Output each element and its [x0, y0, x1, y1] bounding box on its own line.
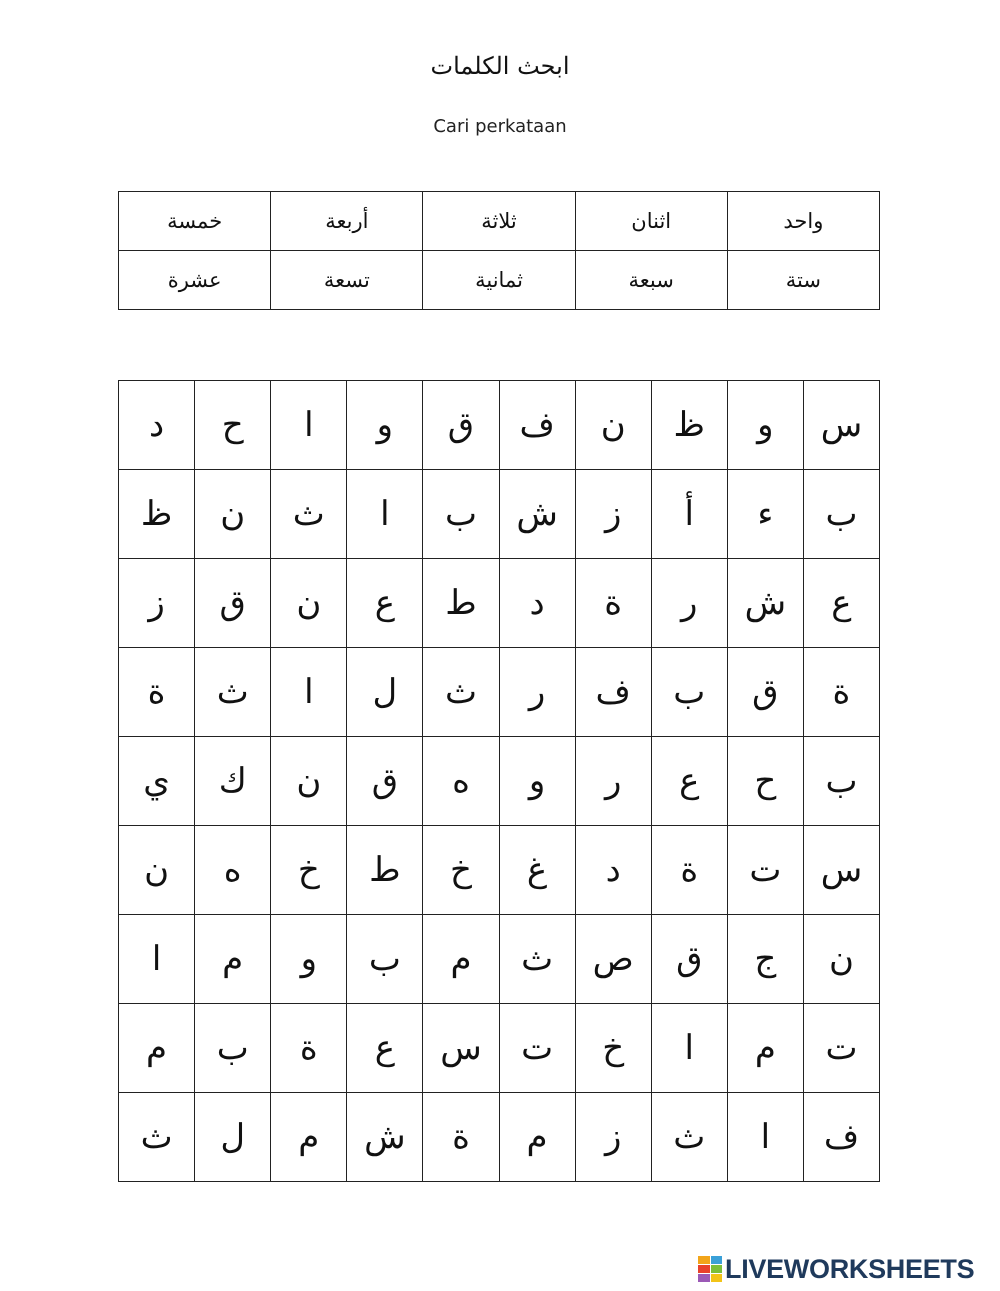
word-cell: ثلاثة — [423, 192, 575, 251]
grid-letter-cell[interactable]: ن — [271, 737, 347, 826]
word-cell: خمسة — [119, 192, 271, 251]
grid-letter-cell[interactable]: ب — [803, 737, 879, 826]
grid-letter-cell[interactable]: و — [271, 915, 347, 1004]
grid-letter-cell[interactable]: م — [271, 1093, 347, 1182]
grid-letter-cell[interactable]: م — [499, 1093, 575, 1182]
grid-letter-cell[interactable]: ع — [347, 559, 423, 648]
grid-letter-cell[interactable]: ل — [195, 1093, 271, 1182]
logo-square — [698, 1265, 710, 1273]
word-list-table — [118, 191, 880, 310]
word-list-row — [119, 251, 880, 310]
logo-square — [711, 1265, 723, 1273]
grid-letter-cell[interactable]: ن — [119, 826, 195, 915]
word-cell: ثمانية — [423, 251, 575, 310]
grid-row — [119, 826, 880, 915]
grid-letter-cell[interactable]: ن — [803, 915, 879, 1004]
grid-letter-cell[interactable]: س — [423, 1004, 499, 1093]
grid-letter-cell[interactable]: ر — [651, 559, 727, 648]
grid-row — [119, 1004, 880, 1093]
word-cell: سبعة — [575, 251, 727, 310]
grid-letter-cell[interactable]: ث — [651, 1093, 727, 1182]
grid-letter-cell[interactable]: خ — [423, 826, 499, 915]
word-cell: تسعة — [271, 251, 423, 310]
logo-square — [698, 1256, 710, 1264]
grid-letter-cell[interactable]: س — [803, 826, 879, 915]
grid-letter-cell[interactable]: ط — [423, 559, 499, 648]
grid-letter-cell[interactable]: ر — [575, 737, 651, 826]
grid-letter-cell[interactable]: ز — [119, 559, 195, 648]
grid-letter-cell[interactable]: ا — [651, 1004, 727, 1093]
grid-letter-cell[interactable]: ة — [119, 648, 195, 737]
grid-letter-cell[interactable]: و — [347, 381, 423, 470]
brand-name: LIVEWORKSHEETS — [725, 1253, 975, 1284]
grid-letter-cell[interactable]: ا — [271, 648, 347, 737]
word-search-grid — [118, 380, 880, 1182]
grid-letter-cell[interactable]: ا — [727, 1093, 803, 1182]
grid-letter-cell[interactable]: م — [423, 915, 499, 1004]
grid-letter-cell[interactable]: ت — [803, 1004, 879, 1093]
grid-letter-cell[interactable]: ث — [195, 648, 271, 737]
grid-letter-cell[interactable]: ا — [271, 381, 347, 470]
grid-letter-cell[interactable]: و — [727, 381, 803, 470]
grid-row — [119, 915, 880, 1004]
grid-letter-cell[interactable]: ظ — [119, 470, 195, 559]
grid-letter-cell[interactable]: ط — [347, 826, 423, 915]
grid-letter-cell[interactable]: ش — [499, 470, 575, 559]
grid-letter-cell[interactable]: ء — [727, 470, 803, 559]
grid-letter-cell[interactable]: ي — [119, 737, 195, 826]
grid-letter-cell[interactable]: ز — [575, 470, 651, 559]
grid-letter-cell[interactable]: و — [499, 737, 575, 826]
grid-letter-cell[interactable]: ث — [499, 915, 575, 1004]
grid-letter-cell[interactable]: ب — [651, 648, 727, 737]
grid-letter-cell[interactable]: ق — [651, 915, 727, 1004]
grid-letter-cell[interactable]: ج — [727, 915, 803, 1004]
grid-letter-cell[interactable]: غ — [499, 826, 575, 915]
word-cell: ستة — [727, 251, 879, 310]
grid-row — [119, 381, 880, 470]
grid-letter-cell[interactable]: ع — [803, 559, 879, 648]
grid-letter-cell[interactable]: م — [727, 1004, 803, 1093]
grid-letter-cell[interactable]: ن — [195, 470, 271, 559]
grid-letter-cell[interactable]: ل — [347, 648, 423, 737]
grid-letter-cell[interactable]: ن — [575, 381, 651, 470]
grid-letter-cell[interactable]: ح — [727, 737, 803, 826]
grid-letter-cell[interactable]: ا — [347, 470, 423, 559]
grid-letter-cell[interactable]: ك — [195, 737, 271, 826]
grid-letter-cell[interactable]: ش — [727, 559, 803, 648]
grid-letter-cell[interactable]: ق — [423, 381, 499, 470]
grid-letter-cell[interactable]: ة — [803, 648, 879, 737]
logo-square — [711, 1274, 723, 1282]
grid-row — [119, 470, 880, 559]
grid-row — [119, 559, 880, 648]
grid-letter-cell[interactable]: ق — [347, 737, 423, 826]
grid-letter-cell[interactable]: ف — [499, 381, 575, 470]
grid-letter-cell[interactable]: ف — [575, 648, 651, 737]
grid-letter-cell[interactable]: ب — [803, 470, 879, 559]
word-list-row — [119, 192, 880, 251]
word-cell: عشرة — [119, 251, 271, 310]
grid-letter-cell[interactable]: ة — [651, 826, 727, 915]
liveworksheets-logo-icon — [698, 1256, 722, 1282]
grid-letter-cell[interactable]: ب — [347, 915, 423, 1004]
grid-letter-cell[interactable]: د — [499, 559, 575, 648]
grid-letter-cell[interactable]: خ — [271, 826, 347, 915]
word-cell: واحد — [727, 192, 879, 251]
grid-letter-cell[interactable]: ة — [423, 1093, 499, 1182]
grid-letter-cell[interactable]: ة — [271, 1004, 347, 1093]
grid-letter-cell[interactable]: ت — [727, 826, 803, 915]
grid-letter-cell[interactable]: د — [575, 826, 651, 915]
grid-row — [119, 648, 880, 737]
grid-letter-cell[interactable]: ق — [195, 559, 271, 648]
grid-letter-cell[interactable]: م — [119, 1004, 195, 1093]
grid-letter-cell[interactable]: ة — [575, 559, 651, 648]
grid-letter-cell[interactable]: ر — [499, 648, 575, 737]
grid-letter-cell[interactable]: ث — [423, 648, 499, 737]
word-cell: اثنان — [575, 192, 727, 251]
grid-letter-cell[interactable]: ث — [271, 470, 347, 559]
page-subtitle: Cari perkataan — [433, 116, 567, 137]
grid-letter-cell[interactable]: ع — [651, 737, 727, 826]
grid-row — [119, 1093, 880, 1182]
grid-letter-cell[interactable]: ص — [575, 915, 651, 1004]
grid-letter-cell[interactable]: ش — [347, 1093, 423, 1182]
logo-square — [698, 1274, 710, 1282]
grid-letter-cell[interactable]: ف — [803, 1093, 879, 1182]
grid-letter-cell[interactable]: ق — [727, 648, 803, 737]
grid-letter-cell[interactable]: د — [119, 381, 195, 470]
grid-letter-cell[interactable]: س — [803, 381, 879, 470]
grid-row — [119, 737, 880, 826]
grid-letter-cell[interactable]: ه — [423, 737, 499, 826]
logo-square — [711, 1256, 723, 1264]
grid-letter-cell[interactable]: ه — [195, 826, 271, 915]
word-cell: أربعة — [271, 192, 423, 251]
grid-letter-cell[interactable]: ع — [347, 1004, 423, 1093]
grid-letter-cell[interactable]: خ — [575, 1004, 651, 1093]
grid-letter-cell[interactable]: ب — [195, 1004, 271, 1093]
liveworksheets-logo — [698, 1254, 974, 1284]
grid-letter-cell[interactable]: م — [195, 915, 271, 1004]
grid-letter-cell[interactable]: ت — [499, 1004, 575, 1093]
grid-letter-cell[interactable]: ظ — [651, 381, 727, 470]
grid-letter-cell[interactable]: أ — [651, 470, 727, 559]
grid-letter-cell[interactable]: ح — [195, 381, 271, 470]
grid-letter-cell[interactable]: ب — [423, 470, 499, 559]
grid-letter-cell[interactable]: ز — [575, 1093, 651, 1182]
grid-letter-cell[interactable]: ث — [119, 1093, 195, 1182]
grid-letter-cell[interactable]: ن — [271, 559, 347, 648]
grid-letter-cell[interactable]: ا — [119, 915, 195, 1004]
page-title: ابحث الكلمات — [430, 52, 570, 80]
